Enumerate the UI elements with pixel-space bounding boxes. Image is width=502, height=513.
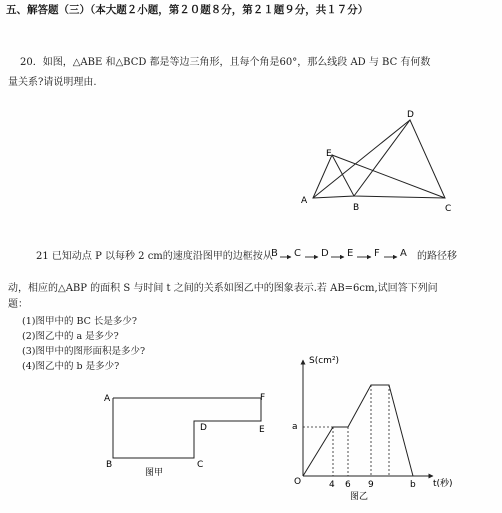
- yi-graph-line: [303, 385, 413, 476]
- figure-yi-dashes: [303, 385, 389, 476]
- path-point-a: A: [400, 248, 407, 259]
- path-point-b: B: [271, 248, 278, 259]
- jia-label-b: B: [106, 460, 113, 470]
- yi-ylabel: S(cm²): [309, 356, 340, 366]
- question-2: (2)图乙中的 a 是多少?: [22, 331, 119, 342]
- path-point-d: D: [321, 248, 329, 259]
- segment-ec: [332, 155, 445, 198]
- path-point-c: C: [294, 248, 301, 259]
- yi-caption: 图乙: [350, 492, 369, 502]
- yi-tick-6: 6: [345, 480, 351, 490]
- fig1-label-e: E: [326, 149, 332, 159]
- problem21-line3: 题：: [8, 299, 28, 310]
- figure-jia-outline: [113, 398, 261, 458]
- yi-xlabel: t(秒): [433, 479, 453, 489]
- problem20-line1: 20．如图，△ABE 和△BCD 都是等边三角形，且每个角是60°，那么线段 AD 与 BC 有何数: [20, 57, 431, 68]
- question-3: (3)图甲中的图形面积是多少?: [22, 346, 146, 357]
- problem21-line1-start: 21 已知动点 P 以每秒 2 cm的速度沿图甲的边框按从: [36, 251, 273, 262]
- yi-tick-b: b: [410, 480, 416, 490]
- jia-label-f: F: [260, 393, 266, 403]
- fig1-label-c: C: [445, 204, 452, 214]
- problem21-line2: 动，相应的△ABP 的面积 S 与时间 t 之间的关系如图乙中的图象表示.若 AB=6cm,试回答下列问: [8, 283, 438, 294]
- question-4: (4)图乙中的 b 是多少?: [22, 361, 120, 372]
- yi-a-label: a: [292, 422, 298, 432]
- problem20-line2: 量关系?请说明理由.: [8, 77, 97, 88]
- jia-label-c: C: [197, 460, 204, 470]
- path-point-e: E: [347, 248, 354, 259]
- yi-tick-9: 9: [368, 480, 374, 490]
- jia-label-d: D: [200, 423, 207, 433]
- fig1-label-b: B: [353, 203, 360, 213]
- figure-yi-axes: [303, 360, 433, 476]
- path-point-f: F: [374, 248, 380, 259]
- figure-jia-shape: [113, 398, 261, 458]
- jia-label-e: E: [259, 425, 265, 435]
- jia-caption: 图甲: [145, 468, 164, 478]
- section-header: 五、解答题（三）（本大题２小题，第２０题８分，第２１题９分，共１７分）: [6, 4, 369, 16]
- fig1-label-a: A: [301, 196, 308, 206]
- yi-tick-4: 4: [329, 480, 335, 490]
- yi-origin: O: [294, 477, 302, 487]
- question-1: (1)图甲中的 BC 长是多少?: [22, 316, 138, 327]
- jia-label-a: A: [104, 394, 111, 404]
- fig1-label-d: D: [407, 110, 414, 120]
- problem21-line1-end: 的路径移: [417, 251, 457, 262]
- figure1-triangles: [313, 120, 445, 198]
- triangle-bcd: [354, 120, 445, 198]
